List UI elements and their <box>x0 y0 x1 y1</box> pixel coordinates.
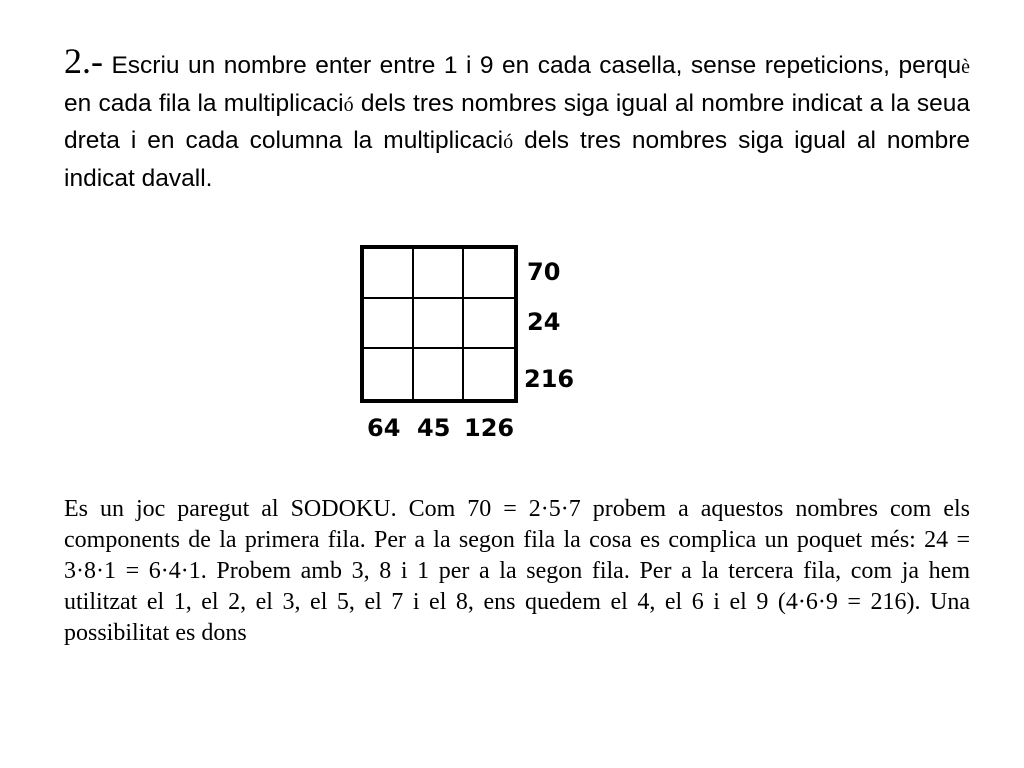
explanation-text: Es un joc paregut al SODOKU. Com 70 = 2·5·7 probem a aquestos nombres com els components de la primera fila. Per a la segon fila la cosa es complica un poquet més: 24 = 3·8·1 = 6·4·1. Probem amb 3, 8 i 1 per a la segon fila. Per a la tercera fila, com ja hem utilitzat el 1, el 2, el 3, el 5, el 7 i el 8, ens quedem el 4, el 6 i el 9 (4·6·9 = 216). Una possibilitat es dons <box>64 496 970 646</box>
problem-statement <box>64 41 970 196</box>
problem-text-3: dels tres nombres siga igual al nombre indicat a la seua dreta i en cada columna la multiplicaci <box>64 89 970 154</box>
column-product-1: 64 <box>367 414 401 442</box>
grid-cell <box>414 249 464 299</box>
column-product-2: 45 <box>417 414 451 442</box>
column-product-3: 126 <box>464 414 515 442</box>
row-product-3: 216 <box>524 365 575 393</box>
row-product-1: 70 <box>527 258 561 286</box>
problem-accent-3: ó <box>503 131 514 153</box>
problem-accent-2: ó <box>343 93 354 116</box>
problem-text-1: Escriu un nombre enter entre 1 i 9 en cada casella, sense repeticions, perqu <box>103 52 962 79</box>
problem-number: 2.- <box>64 41 103 81</box>
grid-cell <box>364 349 414 399</box>
grid-cell <box>364 249 414 299</box>
problem-text-2: en cada fila la multiplicaci <box>64 89 344 117</box>
puzzle-grid <box>360 245 518 403</box>
problem-accent-1: è <box>961 56 970 78</box>
grid-cell <box>414 349 464 399</box>
grid-cell <box>464 249 514 299</box>
grid-cell <box>464 349 514 399</box>
grid-cell <box>464 299 514 349</box>
problem-text-4: dels tres nombres siga igual al nombre indicat davall. <box>64 127 970 192</box>
row-product-2: 24 <box>527 308 561 336</box>
grid-cell <box>364 299 414 349</box>
grid-cell <box>414 299 464 349</box>
